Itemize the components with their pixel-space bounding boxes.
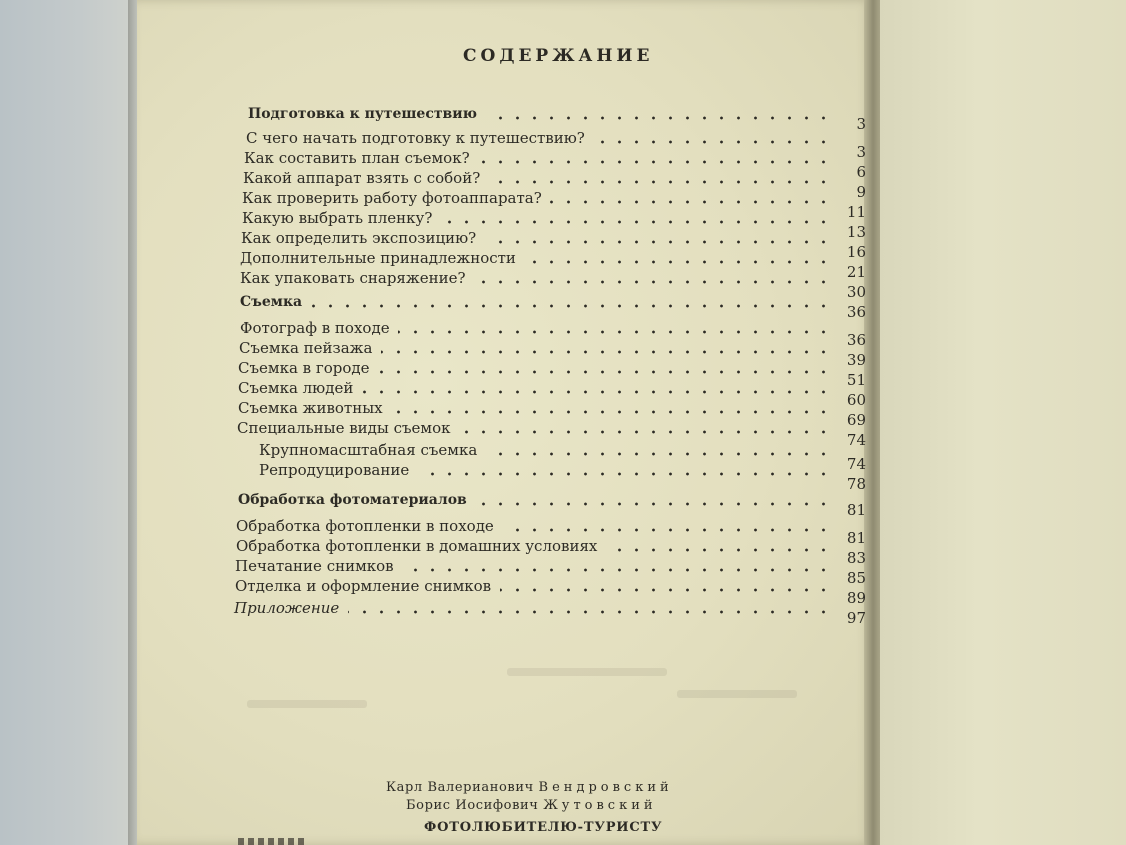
toc-leader-dots: [398, 330, 832, 334]
toc-entry-title: С чего начать подготовку к путешествию?: [246, 129, 585, 147]
author-2-surname: Жутовский: [543, 798, 657, 813]
toc-leader-dots: [402, 568, 832, 572]
toc-entry-page-number: 78: [846, 475, 866, 493]
toc-entry: [240, 292, 866, 321]
toc-entry-title: Приложение: [234, 599, 340, 617]
toc-leader-dots: [348, 610, 832, 614]
author-1-surname: Вендровский: [538, 780, 673, 795]
toc-entry-title: Съемка животных: [238, 399, 383, 417]
toc-leader-dots: [606, 548, 832, 552]
toc-leader-dots: [502, 528, 832, 532]
toc-entry-page-number: 74: [846, 455, 866, 473]
toc-entry-title: Как составить план съемок?: [244, 149, 470, 167]
toc-entry-page-number: 9: [856, 183, 866, 201]
toc-entry-page-number: 39: [846, 351, 866, 369]
toc-entry-page-number: 6: [856, 163, 866, 181]
toc-entry-title: Как проверить работу фотоаппарата?: [242, 189, 542, 207]
toc-entry-title: Обработка фотопленки в походе: [236, 517, 494, 535]
toc-leader-dots: [524, 260, 832, 264]
toc-leader-dots: [459, 430, 832, 434]
toc-entry-title: Съемка пейзажа: [239, 339, 373, 357]
toc-entry-page-number: 36: [846, 331, 866, 349]
toc-leader-dots: [378, 370, 832, 374]
footer-book-title: ФОТОЛЮБИТЕЛЮ-ТУРИСТУ: [424, 820, 663, 835]
toc-entry-page-number: 89: [846, 589, 866, 607]
toc-entry-title: Как упаковать снаряжение?: [240, 269, 466, 287]
toc-leader-dots: [362, 390, 832, 394]
toc-leader-dots: [418, 472, 832, 476]
toc-entry-title: Съемка: [240, 294, 303, 310]
toc-entry-title: Отделка и оформление снимков: [235, 577, 492, 595]
toc-entry-title: Съемка в городе: [238, 359, 370, 377]
toc-entry-title: Специальные виды съемок: [237, 419, 451, 437]
bleed-mark: [677, 690, 797, 698]
toc-leader-dots: [478, 160, 832, 164]
toc-entry-page-number: 21: [846, 263, 866, 281]
page-title: СОДЕРЖАНИЕ: [463, 46, 654, 66]
toc-leader-dots: [311, 304, 832, 308]
toc-entry-title: Крупномасштабная съемка: [259, 441, 478, 459]
toc-entry: [248, 104, 866, 133]
toc-leader-dots: [475, 502, 832, 506]
footer-author-2: [406, 798, 657, 813]
toc-leader-dots: [486, 452, 832, 456]
bleed-mark: [507, 668, 667, 676]
toc-entry-title: Как определить экспозицию?: [241, 229, 477, 247]
toc-entry: [234, 598, 866, 627]
toc-entry-title: Подготовка к путешествию: [248, 106, 477, 122]
toc-entry-page-number: 11: [846, 203, 866, 221]
toc-leader-dots: [500, 588, 832, 592]
toc-entry-title: Дополнительные принадлежности: [240, 249, 516, 267]
toc-entry-page-number: 83: [846, 549, 866, 567]
toc-leader-dots: [550, 200, 832, 204]
author-1-name: Карл Валерианович: [386, 780, 534, 795]
toc-entry-title: Какую выбрать пленку?: [242, 209, 433, 227]
book-page-right: [880, 0, 1126, 845]
toc-entry-page-number: 3: [856, 143, 866, 161]
toc-entry-title: Фотограф в походе: [240, 319, 390, 337]
toc-leader-dots: [381, 350, 832, 354]
author-2-name: Борис Иосифович: [406, 798, 539, 813]
bleed-mark: [247, 700, 367, 708]
toc-leader-dots: [474, 280, 832, 284]
toc-entry-page-number: 60: [846, 391, 866, 409]
toc-entry-title: Какой аппарат взять с собой?: [243, 169, 481, 187]
toc-leader-dots: [441, 220, 832, 224]
footer-author-1: [386, 780, 673, 795]
toc-entry-page-number: 3: [856, 115, 866, 133]
toc-entry-page-number: 97: [846, 609, 866, 627]
toc-entry-page-number: 85: [846, 569, 866, 587]
cut-off-text-fragment: [238, 838, 308, 845]
toc-entry-page-number: 13: [846, 223, 866, 241]
toc-entry-title: Обработка фотоматериалов: [238, 492, 467, 508]
toc-leader-dots: [593, 140, 832, 144]
toc-leader-dots: [391, 410, 832, 414]
toc-entry: [240, 268, 866, 301]
toc-entry-title: Репродуцирование: [259, 461, 410, 479]
toc-entry-page-number: 74: [846, 431, 866, 449]
toc-leader-dots: [489, 180, 832, 184]
toc-entry-title: Обработка фотопленки в домашних условиях: [236, 537, 598, 555]
toc-entry-page-number: 81: [846, 501, 866, 519]
toc-entry-page-number: 30: [846, 283, 866, 301]
toc-leader-dots: [485, 116, 832, 120]
toc-entry: [259, 460, 866, 493]
toc-entry-page-number: 36: [846, 303, 866, 321]
toc-entry-title: Печатание снимков: [235, 557, 394, 575]
toc-entry-page-number: 51: [846, 371, 866, 389]
toc-entry: [237, 418, 866, 449]
toc-entry-page-number: 81: [846, 529, 866, 547]
toc-entry-page-number: 16: [846, 243, 866, 261]
toc-entry-page-number: 69: [846, 411, 866, 429]
toc-entry: [238, 490, 866, 519]
toc-entry: [235, 576, 866, 607]
toc-leader-dots: [485, 240, 832, 244]
toc-entry-title: Съемка людей: [238, 379, 354, 397]
